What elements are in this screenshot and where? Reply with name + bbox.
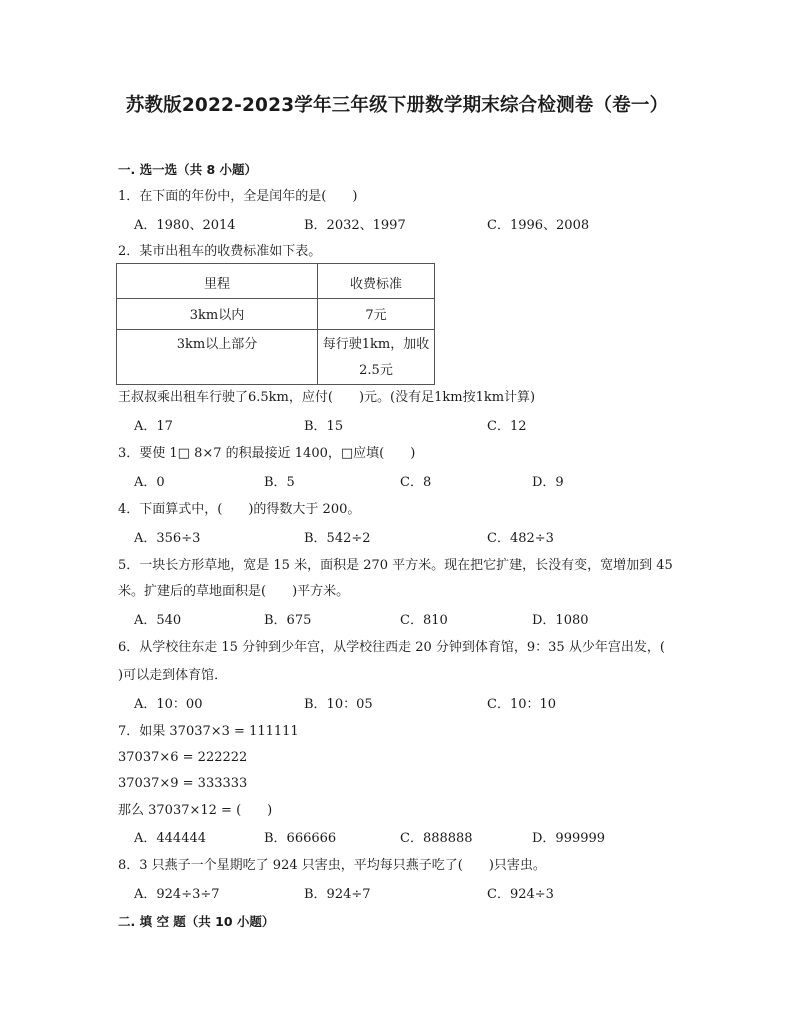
table-header-cell: 收费标准 (318, 264, 435, 299)
question-2-text: 王叔叔乘出租车行驶了6.5km，应付( )元。(没有足1km按1km计算) (118, 390, 536, 405)
question-7-line-2: 37037×6 = 222222 (118, 750, 248, 765)
q8-option-c[interactable]: C．924÷3 (487, 887, 554, 902)
table-cell: 7元 (318, 299, 435, 330)
q5-option-d[interactable]: D．1080 (532, 613, 589, 628)
q8-option-a[interactable]: A．924÷3÷7 (134, 887, 220, 902)
q5-option-a[interactable]: A．540 (134, 613, 182, 628)
question-8-stem: 8．3 只燕子一个星期吃了 924 只害虫，平均每只燕子吃了( )只害虫。 (118, 858, 546, 873)
q3-option-b[interactable]: B．5 (264, 475, 295, 490)
q3-option-d[interactable]: D．9 (532, 475, 564, 490)
q7-option-b[interactable]: B．666666 (264, 831, 337, 846)
q2-option-c[interactable]: C．12 (487, 419, 527, 434)
q1-option-c[interactable]: C．1996、2008 (487, 218, 590, 233)
q4-option-c[interactable]: C．482÷3 (487, 531, 554, 546)
q2-option-a[interactable]: A．17 (134, 419, 173, 434)
q6-option-a[interactable]: A．10：00 (134, 697, 203, 712)
question-7-line-4: 那么 37037×12 = ( ) (118, 803, 273, 818)
q4-option-b[interactable]: B．542÷2 (304, 531, 371, 546)
q6-option-b[interactable]: B．10：05 (304, 697, 373, 712)
q1-option-b[interactable]: B．2032、1997 (304, 218, 406, 233)
q3-option-a[interactable]: A．0 (134, 475, 165, 490)
question-2-stem: 2．某市出租车的收费标准如下表。 (118, 244, 322, 259)
q2-option-b[interactable]: B．15 (304, 419, 344, 434)
question-4-stem: 4．下面算式中，( )的得数大于 200。 (118, 502, 361, 517)
section-heading-choice: 一. 选一选（共 8 小题） (118, 162, 258, 177)
question-6-stem: 6．从学校往东走 15 分钟到少年宫，从学校往西走 20 分钟到体育馆，9：35 从少年宫出发，( (118, 640, 665, 655)
page-title: 苏教版2022-2023学年三年级下册数学期末综合检测卷（卷一） (125, 95, 669, 116)
q7-option-d[interactable]: D．999999 (532, 831, 606, 846)
section-heading-fill-blank: 二. 填 空 题（共 10 小题） (118, 914, 275, 929)
question-7-line-3: 37037×9 = 333333 (118, 776, 248, 791)
table-row (117, 330, 435, 385)
q7-option-a[interactable]: A．444444 (134, 831, 207, 846)
q3-option-c[interactable]: C．8 (400, 475, 432, 490)
q1-option-a[interactable]: A．1980、2014 (134, 218, 236, 233)
taxi-fare-table (116, 263, 435, 385)
table-cell: 3km以上部分 (117, 330, 318, 385)
table-cell: 每行驶1km，加收 2.5元 (318, 330, 435, 385)
q5-option-b[interactable]: B．675 (264, 613, 312, 628)
table-cell: 3km以内 (117, 299, 318, 330)
question-5-stem-cont: 米。扩建后的草地面积是( )平方米。 (118, 584, 350, 599)
question-1-stem: 1．在下面的年份中，全是闰年的是( ) (118, 189, 358, 204)
q7-option-c[interactable]: C．888888 (400, 831, 473, 846)
question-7-stem: 7．如果 37037×3 = 111111 (118, 724, 299, 739)
q6-option-c[interactable]: C．10：10 (487, 697, 557, 712)
q5-option-c[interactable]: C．810 (400, 613, 448, 628)
q4-option-a[interactable]: A．356÷3 (134, 531, 201, 546)
table-row (117, 299, 435, 330)
table-header-cell: 里程 (117, 264, 318, 299)
question-3-stem: 3．要使 1□ 8×7 的积最接近 1400，□应填( ) (118, 446, 416, 461)
q8-option-b[interactable]: B．924÷7 (304, 887, 371, 902)
question-5-stem: 5．一块长方形草地，宽是 15 米，面积是 270 平方米。现在把它扩建，长没有变，宽增加到 45 (118, 558, 673, 573)
question-6-stem-cont: )可以走到体育馆． (118, 668, 228, 683)
table-header-row (117, 264, 435, 299)
